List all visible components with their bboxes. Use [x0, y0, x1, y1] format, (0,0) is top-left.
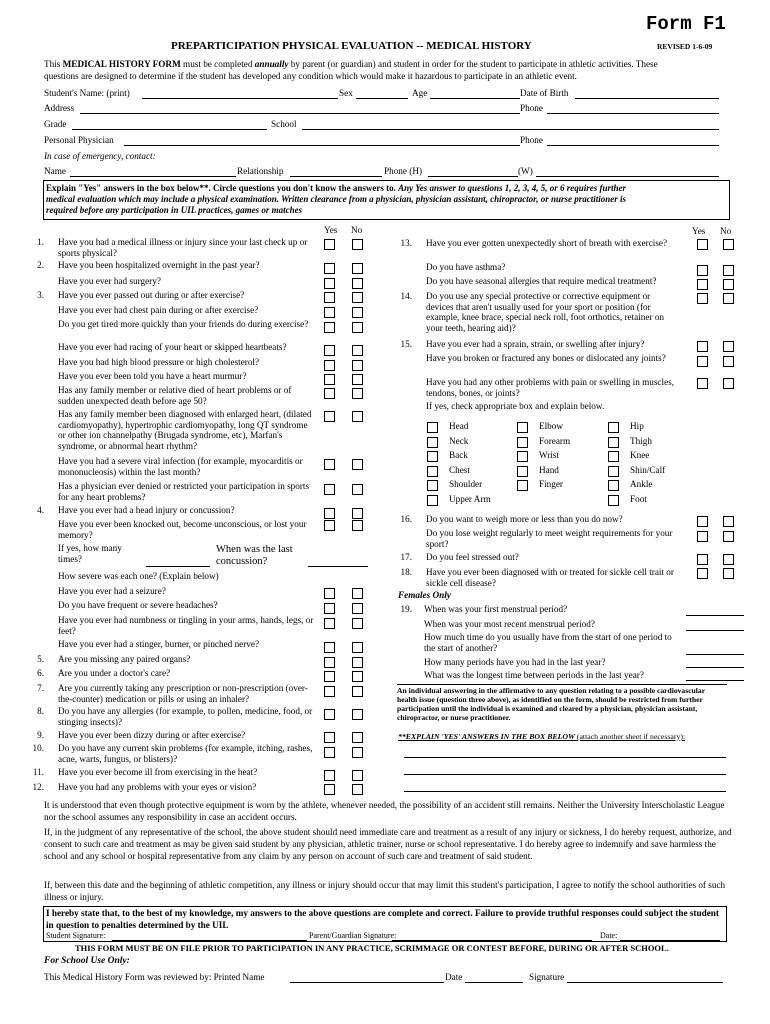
- left-question-number: 2.: [37, 260, 44, 270]
- no-checkbox[interactable]: [723, 554, 734, 565]
- yes-checkbox[interactable]: [697, 265, 708, 276]
- no-checkbox[interactable]: [352, 459, 363, 470]
- body-part-label: Wrist: [539, 450, 560, 460]
- page-title: PREPARTICIPATION PHYSICAL EVALUATION -- MEDICAL HISTORY: [171, 40, 532, 52]
- no-checkbox[interactable]: [352, 263, 363, 274]
- yes-checkbox[interactable]: [324, 618, 335, 629]
- no-checkbox[interactable]: [352, 360, 363, 371]
- student-name-field[interactable]: [142, 98, 338, 99]
- no-checkbox[interactable]: [723, 356, 734, 367]
- females-heading: Females Only: [398, 590, 451, 600]
- review-date-label: Date: [445, 972, 463, 982]
- body-part-checkbox[interactable]: [427, 480, 438, 491]
- grade-field[interactable]: [72, 129, 267, 130]
- body-part-label: Foot: [630, 493, 647, 504]
- no-checkbox[interactable]: [352, 388, 363, 399]
- yes-checkbox[interactable]: [324, 278, 335, 289]
- body-part-label: Hand: [539, 464, 559, 475]
- left-question-text: Have you ever passed out during or after exercise?: [58, 290, 245, 300]
- no-checkbox[interactable]: [352, 508, 363, 519]
- yes-checkbox[interactable]: [697, 568, 708, 579]
- body-part-checkbox[interactable]: [608, 466, 619, 477]
- intro-line-2: questions are designed to determine if the student has developed any condition which would make it hazardous to participate in an athletic event.: [44, 71, 577, 81]
- body-part-checkbox[interactable]: [517, 437, 528, 448]
- left-no-header: No: [351, 225, 363, 235]
- yes-checkbox[interactable]: [324, 520, 335, 531]
- left-question-number: 12.: [32, 782, 44, 792]
- recent-period-field[interactable]: [686, 630, 744, 631]
- left-question-text: Have you had a severe viral infection (for example, myocarditis or mononucleosis) within the last month?: [58, 456, 303, 477]
- right-question-text: Do you use any special protective or corrective equipment or devices that aren't usually used for your sport or position (for example, knee brace, special neck roll, foot orthotics, retainer on your teeth, hearing aid)?: [426, 291, 665, 333]
- right-question-text: Do you feel stressed out?: [426, 552, 519, 562]
- no-checkbox[interactable]: [352, 784, 363, 795]
- age-label: Age: [412, 88, 428, 98]
- left-question-text: Have you had a medical illness or injury since your last check up or sports physical?: [58, 237, 308, 258]
- emergency-name-label: Name: [44, 166, 66, 176]
- no-checkbox[interactable]: [352, 292, 363, 303]
- left-question-text: Have you been hospitalized overnight in the past year?: [58, 260, 260, 270]
- no-checkbox[interactable]: [352, 345, 363, 356]
- q19-periods-count: How many periods have you had in the last year?: [424, 657, 606, 667]
- right-question-number: 17.: [400, 552, 412, 562]
- yes-checkbox[interactable]: [324, 388, 335, 399]
- yes-checkbox[interactable]: [324, 508, 335, 519]
- left-question-number: 5.: [37, 654, 44, 664]
- left-question-number: 9.: [37, 730, 44, 740]
- dob-label: Date of Birth: [520, 88, 569, 98]
- explain-yes-heading: **EXPLAIN 'YES' ANSWERS IN THE BOX BELOW (attach another sheet if necessary):: [398, 732, 686, 741]
- body-part-checkbox[interactable]: [608, 451, 619, 462]
- yes-checkbox[interactable]: [324, 374, 335, 385]
- revised-date: REVISED 1-6-09: [657, 42, 713, 51]
- signature-date-label: Date:: [600, 931, 618, 940]
- left-question-text: Have you ever been told you have a heart murmur?: [58, 371, 247, 381]
- left-question-text: Have you had high blood pressure or high cholesterol?: [58, 357, 260, 367]
- explain-line-2[interactable]: [404, 774, 726, 775]
- left-question-text: When was the last concussion?: [216, 544, 293, 568]
- school-use-heading: For School Use Only:: [44, 956, 130, 966]
- right-yes-header: Yes: [692, 226, 706, 236]
- left-question-text: Do you have frequent or severe headaches?: [58, 600, 218, 610]
- cardio-note: An individual answering in the affirmative to any question relating to a possible cardiovascular health issue (question three above), as identified on the form, should be restricted from further participation until the individual is examined and cleared by a physician, physician assistant, chiropractor, or nurse practitioner.: [397, 684, 727, 722]
- physician-phone-field[interactable]: [547, 145, 719, 146]
- sex-field[interactable]: [356, 98, 408, 99]
- review-date-field[interactable]: [465, 982, 523, 983]
- left-question-text: Have you ever had a head injury or concussion?: [58, 505, 235, 515]
- left-question-text: Have you ever had surgery?: [58, 276, 161, 286]
- no-checkbox[interactable]: [352, 322, 363, 333]
- no-checkbox[interactable]: [723, 279, 734, 290]
- left-question-text: Have you ever had a seizure?: [58, 586, 166, 596]
- no-checkbox[interactable]: [723, 531, 734, 542]
- left-question-text: Have you ever been dizzy during or after exercise?: [58, 730, 246, 740]
- right-question-number: 15.: [400, 339, 412, 349]
- no-checkbox[interactable]: [352, 686, 363, 697]
- school-label: School: [271, 119, 297, 129]
- school-field[interactable]: [302, 129, 719, 130]
- left-question-text: Have you ever had racing of your heart or skipped heartbeats?: [58, 342, 287, 352]
- address-field[interactable]: [80, 113, 520, 114]
- right-question-text: Do you have asthma?: [426, 262, 506, 272]
- left-question-text: Are you under a doctor's care?: [58, 668, 171, 678]
- phone-label: Phone: [520, 103, 543, 113]
- left-question-text: Are you missing any paired organs?: [58, 654, 191, 664]
- concussion-count-field[interactable]: [146, 566, 210, 567]
- q19-longest-time: What was the longest time between periods in the last year?: [424, 670, 644, 680]
- emergency-label: In case of emergency, contact:: [44, 151, 156, 161]
- left-question-number: 3.: [37, 290, 44, 300]
- yes-checkbox[interactable]: [324, 411, 335, 422]
- yes-checkbox[interactable]: [697, 341, 708, 352]
- reviewer-name-field[interactable]: [290, 982, 444, 983]
- yes-checkbox[interactable]: [324, 603, 335, 614]
- yes-checkbox[interactable]: [324, 642, 335, 653]
- yes-checkbox[interactable]: [324, 292, 335, 303]
- instructions-box: [43, 180, 730, 220]
- physician-phone-label: Phone: [520, 135, 543, 145]
- no-checkbox[interactable]: [352, 411, 363, 422]
- no-checkbox[interactable]: [723, 341, 734, 352]
- no-checkbox[interactable]: [352, 642, 363, 653]
- first-period-field[interactable]: [686, 615, 744, 616]
- emergency-name-field[interactable]: [70, 176, 236, 177]
- phone-w-label: (W): [518, 166, 533, 176]
- yes-checkbox[interactable]: [324, 360, 335, 371]
- yes-checkbox[interactable]: [324, 709, 335, 720]
- signature-date-field[interactable]: [620, 940, 720, 941]
- no-checkbox[interactable]: [352, 603, 363, 614]
- yes-checkbox[interactable]: [697, 531, 708, 542]
- yes-checkbox[interactable]: [697, 516, 708, 527]
- dob-field[interactable]: [575, 98, 719, 99]
- age-field[interactable]: [430, 98, 520, 99]
- address-label: Address: [44, 103, 75, 113]
- sex-label: Sex: [339, 88, 353, 98]
- no-checkbox[interactable]: [352, 520, 363, 531]
- body-part-checkbox[interactable]: [427, 495, 438, 506]
- intro-line-1: This MEDICAL HISTORY FORM must be completed annually by parent (or guardian) and student in order for the student to participate in athletic activities. These: [44, 59, 658, 69]
- body-part-checkbox[interactable]: [517, 466, 528, 477]
- no-checkbox[interactable]: [723, 378, 734, 389]
- phone-field[interactable]: [547, 113, 719, 114]
- physician-label: Personal Physician: [44, 135, 114, 145]
- instructions-line-3: required before any participation in UIL practices, games or matches: [46, 205, 303, 215]
- no-checkbox[interactable]: [352, 278, 363, 289]
- no-checkbox[interactable]: [352, 709, 363, 720]
- yes-checkbox[interactable]: [324, 263, 335, 274]
- left-question-text: If yes, how many times?: [58, 543, 122, 564]
- q19-number: 19.: [400, 604, 412, 614]
- reviewer-signature-label: Signature: [529, 972, 565, 982]
- left-question-text: Have you ever become ill from exercising in the heat?: [58, 767, 258, 777]
- q19-cycle-length: How much time do you usually have from the start of one period to the start of another?: [424, 632, 672, 653]
- body-part-label: Shin/Calf: [630, 464, 666, 475]
- body-part-checkbox[interactable]: [608, 480, 619, 491]
- phone-h-field[interactable]: [428, 176, 518, 177]
- no-checkbox[interactable]: [352, 618, 363, 629]
- no-checkbox[interactable]: [352, 747, 363, 758]
- body-part-label: Knee: [630, 450, 650, 460]
- right-question-number: 13.: [400, 238, 412, 248]
- parent-signature-field[interactable]: [392, 940, 592, 941]
- yes-checkbox[interactable]: [324, 239, 335, 250]
- yes-checkbox[interactable]: [324, 322, 335, 333]
- phone-h-label: Phone (H): [384, 166, 423, 176]
- yes-checkbox[interactable]: [324, 747, 335, 758]
- left-question-number: 6.: [37, 668, 44, 678]
- body-part-label: Thigh: [630, 435, 652, 446]
- no-checkbox[interactable]: [723, 568, 734, 579]
- left-question-number: 11.: [32, 767, 44, 777]
- body-part-label: Elbow: [539, 421, 563, 431]
- no-checkbox[interactable]: [352, 732, 363, 743]
- left-question-text: Are you currently taking any prescription or non-prescription (over-the-counter) medication or pills or using an inhaler?: [58, 683, 308, 704]
- left-question-text: Has any family member or relative died of heart problems or of sudden unexpected death before age 50?: [58, 385, 292, 406]
- left-yes-header: Yes: [324, 225, 338, 235]
- left-question-number: 1.: [37, 237, 44, 247]
- right-question-text: Have you ever had a sprain, strain, or swelling after injury?: [426, 339, 645, 349]
- yes-checkbox[interactable]: [697, 279, 708, 290]
- instructions-line-1: Explain "Yes" answers in the box below**. Circle questions you don't know the answers to. Any Yes answer to questions 1, 2, 3, 4, 5, or 6 requires further: [46, 183, 626, 193]
- body-part-checkbox[interactable]: [427, 422, 438, 433]
- right-question-text: Have you ever gotten unexpectedly short of breath with exercise?: [426, 238, 668, 248]
- no-checkbox[interactable]: [352, 671, 363, 682]
- q19-recent-period: When was your most recent menstrual period?: [424, 619, 595, 629]
- body-part-label: Back: [449, 450, 468, 460]
- student-name-label: Student's Name: (print): [44, 88, 130, 98]
- yes-checkbox[interactable]: [697, 356, 708, 367]
- body-part-checkbox[interactable]: [427, 466, 438, 477]
- last-concussion-field[interactable]: [308, 566, 368, 567]
- yes-checkbox[interactable]: [324, 770, 335, 781]
- consent-paragraph: If, in the judgment of any representative of the school, the above student should need immediate care and treatment as a result of any injury or sickness, I do hereby request, authorize, and consent to such care and treatment as may be given said student by any physician, athletic trainer, nurse or school representative. I do hereby agree to indemnify and save harmless the school and any school or hospital representative from any claim by any person on account of such care and treatment of said student.: [44, 827, 732, 861]
- liability-paragraph: It is understood that even though protective equipment is worn by the athlete, whenever needed, the possibility of an accident still remains. Neither the University Interscholastic League nor the school assumes any responsibility in case an accident occurs.: [44, 800, 725, 822]
- body-part-label: Chest: [449, 464, 470, 475]
- body-part-checkbox[interactable]: [608, 495, 619, 506]
- right-question-text: Do you lose weight regularly to meet weight requirements for your sport?: [426, 528, 673, 549]
- left-question-text: Do you have any current skin problems (for example, itching, rashes, acne, warts, fungus, or blisters)?: [58, 743, 313, 764]
- explain-line-1[interactable]: [404, 757, 726, 758]
- yes-checkbox[interactable]: [324, 484, 335, 495]
- no-checkbox[interactable]: [723, 516, 734, 527]
- yes-checkbox[interactable]: [324, 732, 335, 743]
- right-question-number: 18.: [400, 567, 412, 577]
- parent-signature-label: Parent/Guardian Signature:: [309, 931, 397, 940]
- yes-checkbox[interactable]: [697, 554, 708, 565]
- no-checkbox[interactable]: [352, 770, 363, 781]
- left-question-text: Do you have any allergies (for example, to pollen, medicine, food, or stinging insects)?: [58, 706, 313, 727]
- no-checkbox[interactable]: [723, 239, 734, 250]
- right-no-header: No: [720, 226, 732, 236]
- left-question-text: Have you ever had a stinger, burner, or pinched nerve?: [58, 639, 260, 649]
- body-part-checkbox[interactable]: [427, 451, 438, 462]
- left-question-text: Have you ever been knocked out, become unconscious, or lost your memory?: [58, 519, 307, 540]
- relationship-field[interactable]: [290, 176, 382, 177]
- body-part-checkbox[interactable]: [517, 480, 528, 491]
- body-part-label: Ankle: [630, 479, 653, 489]
- yes-checkbox[interactable]: [324, 459, 335, 470]
- right-question-text: Have you ever been diagnosed with or treated for sickle cell trait or sickle cell disease?: [426, 567, 674, 588]
- right-question-text: Do you have seasonal allergies that require medical treatment?: [426, 276, 657, 286]
- right-question-text: Have you had any other problems with pain or swelling in muscles, tendons, bones, or joints?: [426, 377, 675, 398]
- left-question-text: Have you ever had numbness or tingling in your arms, hands, legs, or feet?: [58, 615, 314, 636]
- q19-first-period: When was your first menstrual period?: [424, 604, 568, 614]
- no-checkbox[interactable]: [723, 293, 734, 304]
- yes-checkbox[interactable]: [324, 345, 335, 356]
- no-checkbox[interactable]: [352, 484, 363, 495]
- body-part-label: Head: [449, 421, 469, 431]
- left-question-text: Do you get tired more quickly than your friends do during exercise?: [58, 319, 309, 329]
- instructions-line-2: medical evaluation which may include a physical examination. Written clearance from a physician, physician assistant, chiropractor, or nurse practitioner is: [46, 194, 626, 204]
- yes-checkbox[interactable]: [697, 293, 708, 304]
- longest-time-field[interactable]: [686, 680, 744, 681]
- yes-checkbox[interactable]: [324, 588, 335, 599]
- yes-checkbox[interactable]: [697, 378, 708, 389]
- statement-text: I hereby state that, to the best of my knowledge, my answers to the above questions are complete and correct. Failure to provide truthful responses could subject the student in question to penalties determined by the UIL: [46, 908, 719, 930]
- form-id: Form F1: [646, 13, 726, 35]
- right-question-number: 16.: [400, 514, 412, 524]
- body-part-checkbox[interactable]: [608, 437, 619, 448]
- reviewer-signature-field[interactable]: [567, 982, 723, 983]
- no-checkbox[interactable]: [352, 307, 363, 318]
- body-part-label: Finger: [539, 479, 563, 489]
- body-part-label: Upper Arm: [449, 493, 491, 504]
- explain-line-3[interactable]: [404, 791, 726, 792]
- body-part-checkbox[interactable]: [427, 437, 438, 448]
- body-part-checkbox[interactable]: [517, 422, 528, 433]
- yes-checkbox[interactable]: [697, 239, 708, 250]
- left-question-text: Has a physician ever denied or restricted your participation in sports for any heart problems?: [58, 481, 310, 502]
- body-part-checkbox[interactable]: [608, 422, 619, 433]
- student-signature-field[interactable]: [112, 940, 307, 941]
- left-question-number: 7.: [37, 683, 44, 693]
- grade-label: Grade: [44, 119, 67, 129]
- body-part-label: Forearm: [539, 435, 571, 446]
- left-question-text: How severe was each one? (Explain below): [58, 571, 219, 581]
- yes-checkbox[interactable]: [324, 784, 335, 795]
- body-part-label: Shoulder: [449, 479, 483, 489]
- file-notice: THIS FORM MUST BE ON FILE PRIOR TO PARTICIPATION IN ANY PRACTICE, SCRIMMAGE OR CONTEST BEFORE, DURING OR AFTER SCHOOL.: [75, 943, 669, 953]
- yes-checkbox[interactable]: [324, 307, 335, 318]
- left-question-text: Have you ever had chest pain during or after exercise?: [58, 305, 259, 315]
- right-question-number: 14.: [400, 291, 412, 301]
- right-question-text: If yes, check appropriate box and explain below.: [426, 401, 605, 411]
- cycle-length-field[interactable]: [686, 654, 744, 655]
- left-question-number: 4.: [37, 505, 44, 515]
- periods-count-field[interactable]: [686, 667, 744, 668]
- body-part-checkbox[interactable]: [517, 451, 528, 462]
- relationship-label: Relationship: [237, 166, 284, 176]
- no-checkbox[interactable]: [352, 588, 363, 599]
- right-question-text: Do you want to weigh more or less than you do now?: [426, 514, 623, 524]
- yes-checkbox[interactable]: [324, 686, 335, 697]
- left-question-text: Have you had any problems with your eyes or vision?: [58, 782, 257, 792]
- body-part-label: Neck: [449, 435, 469, 446]
- reviewed-by-label: This Medical History Form was reviewed by: Printed Name: [44, 972, 265, 982]
- no-checkbox[interactable]: [352, 239, 363, 250]
- no-checkbox[interactable]: [352, 374, 363, 385]
- notify-paragraph: If, between this date and the beginning of athletic competition, any illness or injury should occur that may limit this student's participation, I agree to notify the school authorities of such illness or injury.: [44, 880, 726, 902]
- left-question-number: 8.: [37, 706, 44, 716]
- left-question-text: Has any family member been diagnosed with enlarged heart, (dilated cardiomyopathy), hypertrophic cardiomyopathy, long QT syndrome or other ion channelpathy (Brugada syndrome, etc), Marfan's syndrome, or abnormal heart rhythm?: [58, 409, 312, 451]
- body-part-label: Hip: [630, 421, 644, 431]
- right-question-text: Have you broken or fractured any bones or dislocated any joints?: [426, 353, 666, 363]
- no-checkbox[interactable]: [723, 265, 734, 276]
- no-checkbox[interactable]: [352, 657, 363, 668]
- left-question-number: 10.: [32, 743, 44, 753]
- yes-checkbox[interactable]: [324, 671, 335, 682]
- yes-checkbox[interactable]: [324, 657, 335, 668]
- student-signature-label: Student Signature:: [46, 931, 106, 940]
- physician-field[interactable]: [124, 145, 520, 146]
- phone-w-field[interactable]: [536, 176, 719, 177]
